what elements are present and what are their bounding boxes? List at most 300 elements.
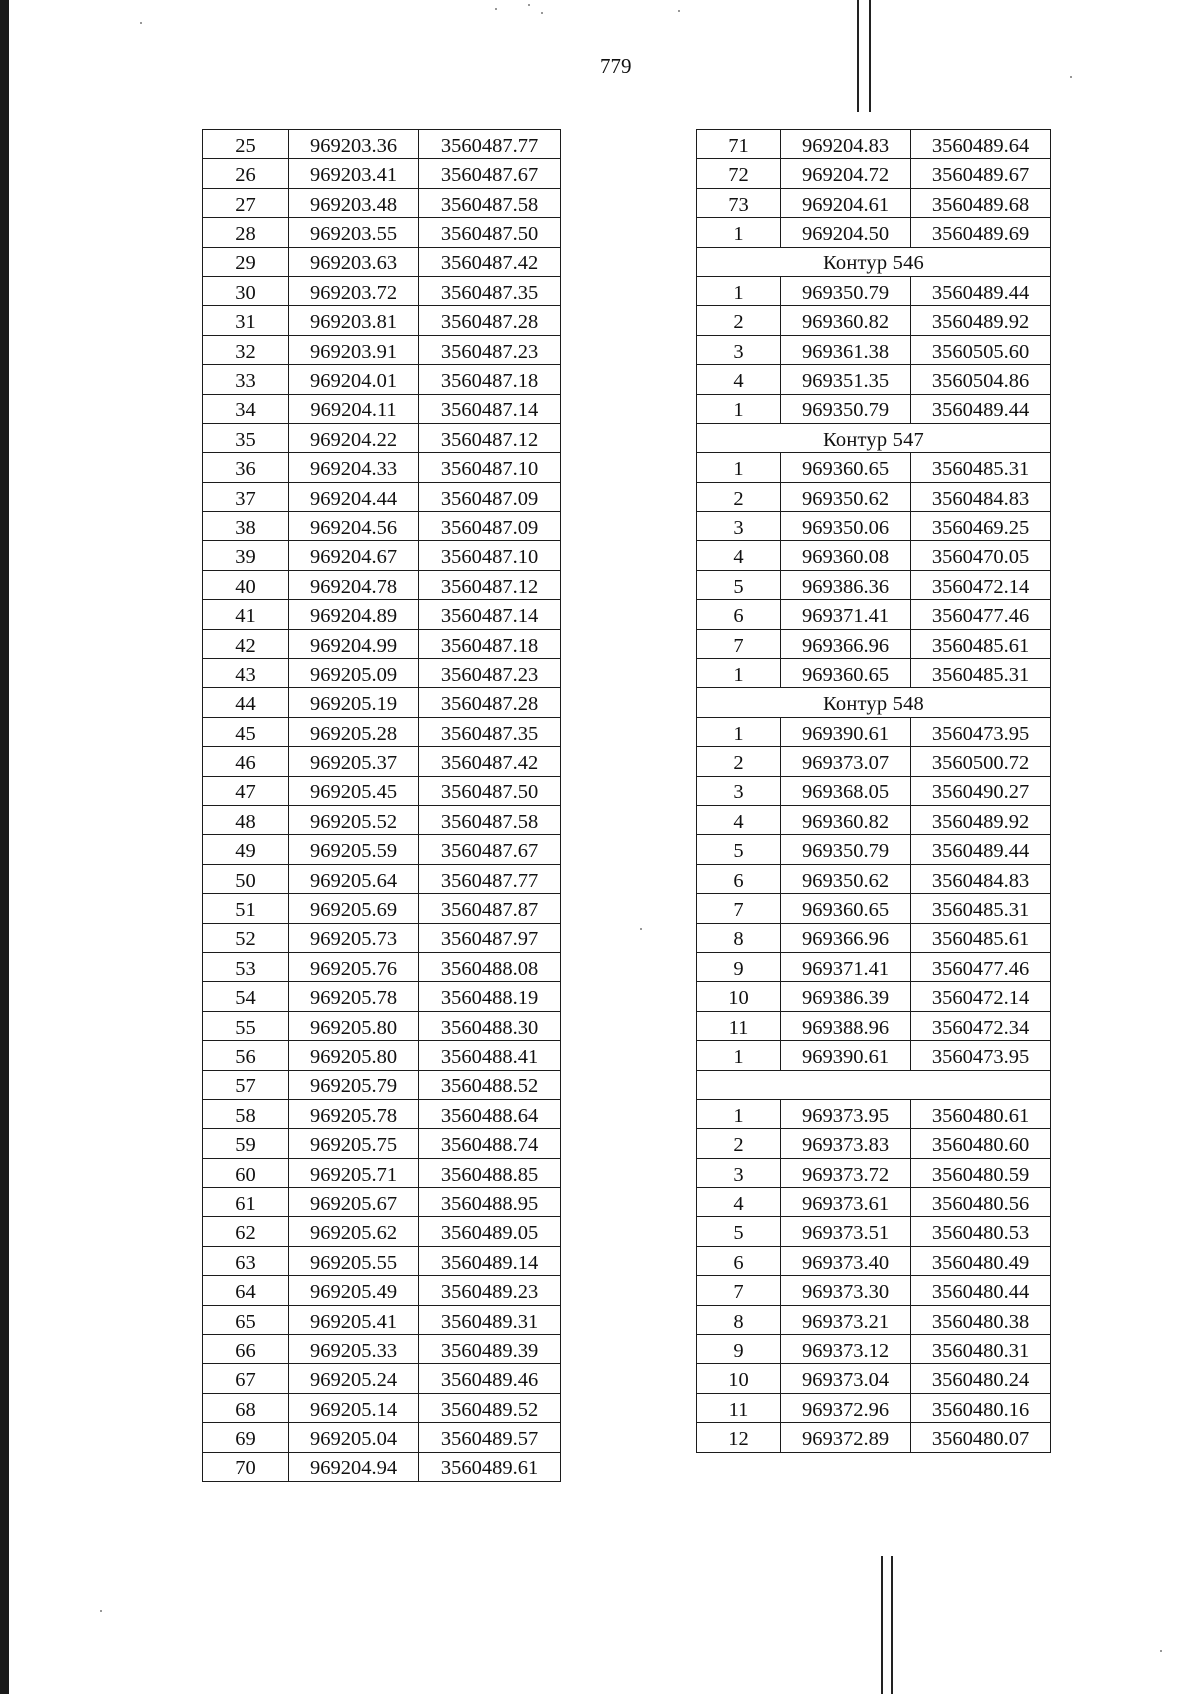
table-row: [203, 570, 561, 599]
table-row: [203, 1423, 561, 1452]
x-coordinate-cell: 969205.76: [289, 952, 419, 981]
point-number-cell: 59: [203, 1129, 289, 1158]
scan-speck: [100, 1610, 102, 1612]
point-number-cell: 3: [697, 1158, 781, 1187]
x-coordinate-cell: 969205.52: [289, 805, 419, 834]
y-coordinate-cell: 3560487.18: [419, 365, 561, 394]
point-number-cell: 2: [697, 482, 781, 511]
point-number-cell: 32: [203, 335, 289, 364]
point-number-cell: 12: [697, 1423, 781, 1452]
scan-speck: [1160, 1650, 1162, 1652]
x-coordinate-cell: 969205.73: [289, 923, 419, 952]
x-coordinate-cell: 969204.01: [289, 365, 419, 394]
y-coordinate-cell: 3560480.24: [911, 1364, 1051, 1393]
x-coordinate-cell: 969205.55: [289, 1246, 419, 1275]
table-row: [697, 1364, 1051, 1393]
y-coordinate-cell: 3560487.50: [419, 218, 561, 247]
table-row: [203, 629, 561, 658]
table-row: [697, 188, 1051, 217]
point-number-cell: 8: [697, 1305, 781, 1334]
x-coordinate-cell: 969386.36: [781, 570, 911, 599]
section-heading-row: [697, 688, 1051, 717]
point-number-cell: 28: [203, 218, 289, 247]
point-number-cell: 63: [203, 1246, 289, 1275]
scan-rule-top-left: [857, 0, 859, 112]
point-number-cell: 1: [697, 717, 781, 746]
table-row: [203, 952, 561, 981]
table-row: [697, 805, 1051, 834]
x-coordinate-cell: 969205.78: [289, 1099, 419, 1128]
x-coordinate-cell: 969205.45: [289, 776, 419, 805]
y-coordinate-cell: 3560489.31: [419, 1305, 561, 1334]
y-coordinate-cell: 3560480.44: [911, 1276, 1051, 1305]
point-number-cell: 4: [697, 805, 781, 834]
point-number-cell: 31: [203, 306, 289, 335]
table-row: [697, 335, 1051, 364]
x-coordinate-cell: 969205.64: [289, 864, 419, 893]
point-number-cell: 3: [697, 512, 781, 541]
table-row: [697, 453, 1051, 482]
scan-speck: [541, 12, 543, 14]
x-coordinate-cell: 969373.95: [781, 1099, 911, 1128]
y-coordinate-cell: 3560487.14: [419, 394, 561, 423]
scan-speck: [140, 22, 142, 24]
table-row: [203, 805, 561, 834]
x-coordinate-cell: 969205.79: [289, 1070, 419, 1099]
y-coordinate-cell: 3560485.31: [911, 453, 1051, 482]
table-row: [697, 365, 1051, 394]
table-row: [697, 130, 1051, 159]
scan-speck: [1070, 76, 1072, 78]
y-coordinate-cell: 3560480.16: [911, 1393, 1051, 1422]
table-row: [697, 776, 1051, 805]
point-number-cell: 4: [697, 541, 781, 570]
y-coordinate-cell: 3560489.23: [419, 1276, 561, 1305]
point-number-cell: 50: [203, 864, 289, 893]
point-number-cell: 25: [203, 130, 289, 159]
table-row: [697, 1158, 1051, 1187]
coordinates-table-left: [202, 129, 561, 1482]
y-coordinate-cell: 3560488.74: [419, 1129, 561, 1158]
point-number-cell: 65: [203, 1305, 289, 1334]
point-number-cell: 34: [203, 394, 289, 423]
scan-speck: [528, 4, 530, 6]
x-coordinate-cell: 969205.24: [289, 1364, 419, 1393]
point-number-cell: 1: [697, 659, 781, 688]
y-coordinate-cell: 3560504.86: [911, 365, 1051, 394]
x-coordinate-cell: 969204.11: [289, 394, 419, 423]
y-coordinate-cell: 3560488.95: [419, 1188, 561, 1217]
point-number-cell: 7: [697, 629, 781, 658]
table-row: [697, 1276, 1051, 1305]
point-number-cell: 2: [697, 1129, 781, 1158]
table-row: [203, 247, 561, 276]
table-row: [203, 423, 561, 452]
x-coordinate-cell: 969205.19: [289, 688, 419, 717]
point-number-cell: 51: [203, 894, 289, 923]
y-coordinate-cell: 3560489.64: [911, 130, 1051, 159]
y-coordinate-cell: 3560487.23: [419, 659, 561, 688]
y-coordinate-cell: 3560480.60: [911, 1129, 1051, 1158]
x-coordinate-cell: 969205.78: [289, 982, 419, 1011]
point-number-cell: 1: [697, 1099, 781, 1128]
y-coordinate-cell: 3560487.10: [419, 453, 561, 482]
x-coordinate-cell: 969204.50: [781, 218, 911, 247]
y-coordinate-cell: 3560487.12: [419, 570, 561, 599]
y-coordinate-cell: 3560488.08: [419, 952, 561, 981]
x-coordinate-cell: 969205.75: [289, 1129, 419, 1158]
point-number-cell: 10: [697, 982, 781, 1011]
point-number-cell: 11: [697, 1393, 781, 1422]
scan-edge-bar: [0, 0, 9, 1694]
table-row: [203, 159, 561, 188]
table-row: [203, 1246, 561, 1275]
x-coordinate-cell: 969204.22: [289, 423, 419, 452]
contour-heading: Контур 547: [697, 423, 1051, 452]
x-coordinate-cell: 969204.67: [289, 541, 419, 570]
table-row: [697, 512, 1051, 541]
x-coordinate-cell: 969204.94: [289, 1452, 419, 1481]
point-number-cell: 73: [697, 188, 781, 217]
x-coordinate-cell: 969205.67: [289, 1188, 419, 1217]
point-number-cell: 2: [697, 747, 781, 776]
x-coordinate-cell: 969204.44: [289, 482, 419, 511]
y-coordinate-cell: 3560487.58: [419, 188, 561, 217]
table-row: [203, 365, 561, 394]
x-coordinate-cell: 969204.99: [289, 629, 419, 658]
y-coordinate-cell: 3560488.52: [419, 1070, 561, 1099]
point-number-cell: 47: [203, 776, 289, 805]
y-coordinate-cell: 3560505.60: [911, 335, 1051, 364]
table-row: [203, 1129, 561, 1158]
table-row: [697, 394, 1051, 423]
table-row: [203, 130, 561, 159]
table-row: [697, 1099, 1051, 1128]
point-number-cell: 40: [203, 570, 289, 599]
x-coordinate-cell: 969388.96: [781, 1011, 911, 1040]
table-row: [203, 1276, 561, 1305]
y-coordinate-cell: 3560484.83: [911, 482, 1051, 511]
point-number-cell: 68: [203, 1393, 289, 1422]
table-row: [203, 394, 561, 423]
table-row: [203, 1070, 561, 1099]
point-number-cell: 2: [697, 306, 781, 335]
point-number-cell: 48: [203, 805, 289, 834]
table-row: [697, 659, 1051, 688]
table-row: [203, 188, 561, 217]
x-coordinate-cell: 969372.96: [781, 1393, 911, 1422]
y-coordinate-cell: 3560487.42: [419, 247, 561, 276]
point-number-cell: 39: [203, 541, 289, 570]
table-row: [203, 600, 561, 629]
y-coordinate-cell: 3560487.18: [419, 629, 561, 658]
x-coordinate-cell: 969205.37: [289, 747, 419, 776]
table-row: [697, 923, 1051, 952]
y-coordinate-cell: 3560487.28: [419, 688, 561, 717]
x-coordinate-cell: 969360.65: [781, 659, 911, 688]
y-coordinate-cell: 3560487.58: [419, 805, 561, 834]
point-number-cell: 7: [697, 894, 781, 923]
y-coordinate-cell: 3560484.83: [911, 864, 1051, 893]
table-row: [697, 1129, 1051, 1158]
table-row: [697, 1393, 1051, 1422]
table-row: [697, 894, 1051, 923]
scan-speck: [640, 928, 642, 930]
y-coordinate-cell: 3560488.41: [419, 1041, 561, 1070]
x-coordinate-cell: 969371.41: [781, 952, 911, 981]
table-row: [203, 776, 561, 805]
x-coordinate-cell: 969203.55: [289, 218, 419, 247]
point-number-cell: 35: [203, 423, 289, 452]
x-coordinate-cell: 969203.91: [289, 335, 419, 364]
table-row: [697, 835, 1051, 864]
y-coordinate-cell: 3560487.67: [419, 835, 561, 864]
table-row: [697, 541, 1051, 570]
point-number-cell: 4: [697, 365, 781, 394]
point-number-cell: 52: [203, 923, 289, 952]
point-number-cell: 29: [203, 247, 289, 276]
x-coordinate-cell: 969373.04: [781, 1364, 911, 1393]
table-row: [203, 541, 561, 570]
x-coordinate-cell: 969361.38: [781, 335, 911, 364]
table-row: [697, 1011, 1051, 1040]
y-coordinate-cell: 3560485.31: [911, 659, 1051, 688]
x-coordinate-cell: 969373.72: [781, 1158, 911, 1187]
y-coordinate-cell: 3560487.67: [419, 159, 561, 188]
y-coordinate-cell: 3560469.25: [911, 512, 1051, 541]
y-coordinate-cell: 3560489.14: [419, 1246, 561, 1275]
point-number-cell: 38: [203, 512, 289, 541]
x-coordinate-cell: 969390.61: [781, 1041, 911, 1070]
table-row: [697, 1423, 1051, 1452]
scan-speck: [495, 8, 497, 10]
scan-rule-bottom-left: [881, 1556, 883, 1694]
table-row: [697, 1188, 1051, 1217]
point-number-cell: 1: [697, 218, 781, 247]
table-row: [697, 747, 1051, 776]
y-coordinate-cell: 3560480.61: [911, 1099, 1051, 1128]
x-coordinate-cell: 969350.06: [781, 512, 911, 541]
x-coordinate-cell: 969205.49: [289, 1276, 419, 1305]
y-coordinate-cell: 3560487.35: [419, 276, 561, 305]
x-coordinate-cell: 969390.61: [781, 717, 911, 746]
y-coordinate-cell: 3560480.59: [911, 1158, 1051, 1187]
x-coordinate-cell: 969204.61: [781, 188, 911, 217]
point-number-cell: 3: [697, 776, 781, 805]
x-coordinate-cell: 969371.41: [781, 600, 911, 629]
y-coordinate-cell: 3560485.61: [911, 923, 1051, 952]
x-coordinate-cell: 969204.56: [289, 512, 419, 541]
y-coordinate-cell: 3560489.44: [911, 835, 1051, 864]
x-coordinate-cell: 969350.79: [781, 394, 911, 423]
y-coordinate-cell: 3560472.34: [911, 1011, 1051, 1040]
section-heading-row: [697, 1070, 1051, 1099]
x-coordinate-cell: 969205.80: [289, 1011, 419, 1040]
point-number-cell: 7: [697, 1276, 781, 1305]
point-number-cell: 9: [697, 1335, 781, 1364]
table-row: [203, 717, 561, 746]
point-number-cell: 46: [203, 747, 289, 776]
x-coordinate-cell: 969350.62: [781, 482, 911, 511]
point-number-cell: 67: [203, 1364, 289, 1393]
x-coordinate-cell: 969205.41: [289, 1305, 419, 1334]
point-number-cell: 54: [203, 982, 289, 1011]
point-number-cell: 1: [697, 394, 781, 423]
y-coordinate-cell: 3560472.14: [911, 982, 1051, 1011]
y-coordinate-cell: 3560488.85: [419, 1158, 561, 1187]
coordinates-table-right: [696, 129, 1051, 1453]
x-coordinate-cell: 969204.89: [289, 600, 419, 629]
table-row: [203, 1452, 561, 1481]
y-coordinate-cell: 3560488.30: [419, 1011, 561, 1040]
point-number-cell: 64: [203, 1276, 289, 1305]
point-number-cell: 26: [203, 159, 289, 188]
y-coordinate-cell: 3560477.46: [911, 952, 1051, 981]
table-row: [697, 1246, 1051, 1275]
y-coordinate-cell: 3560473.95: [911, 1041, 1051, 1070]
y-coordinate-cell: 3560480.56: [911, 1188, 1051, 1217]
x-coordinate-cell: 969205.33: [289, 1335, 419, 1364]
y-coordinate-cell: 3560472.14: [911, 570, 1051, 599]
y-coordinate-cell: 3560480.07: [911, 1423, 1051, 1452]
table-row: [697, 218, 1051, 247]
table-row: [203, 306, 561, 335]
y-coordinate-cell: 3560487.09: [419, 482, 561, 511]
y-coordinate-cell: 3560490.27: [911, 776, 1051, 805]
table-row: [203, 894, 561, 923]
x-coordinate-cell: 969203.63: [289, 247, 419, 276]
table-row: [697, 864, 1051, 893]
y-coordinate-cell: 3560487.87: [419, 894, 561, 923]
y-coordinate-cell: 3560487.09: [419, 512, 561, 541]
y-coordinate-cell: 3560489.69: [911, 218, 1051, 247]
x-coordinate-cell: 969204.72: [781, 159, 911, 188]
y-coordinate-cell: 3560485.31: [911, 894, 1051, 923]
x-coordinate-cell: 969203.41: [289, 159, 419, 188]
x-coordinate-cell: 969203.81: [289, 306, 419, 335]
point-number-cell: 5: [697, 570, 781, 599]
point-number-cell: 61: [203, 1188, 289, 1217]
y-coordinate-cell: 3560487.42: [419, 747, 561, 776]
table-row: [203, 1099, 561, 1128]
point-number-cell: 62: [203, 1217, 289, 1246]
point-number-cell: 1: [697, 453, 781, 482]
x-coordinate-cell: 969368.05: [781, 776, 911, 805]
y-coordinate-cell: 3560489.44: [911, 276, 1051, 305]
point-number-cell: 27: [203, 188, 289, 217]
point-number-cell: 55: [203, 1011, 289, 1040]
point-number-cell: 11: [697, 1011, 781, 1040]
x-coordinate-cell: 969373.61: [781, 1188, 911, 1217]
table-row: [203, 1188, 561, 1217]
y-coordinate-cell: 3560489.39: [419, 1335, 561, 1364]
table-row: [697, 276, 1051, 305]
y-coordinate-cell: 3560487.28: [419, 306, 561, 335]
point-number-cell: 37: [203, 482, 289, 511]
y-coordinate-cell: 3560487.10: [419, 541, 561, 570]
point-number-cell: 66: [203, 1335, 289, 1364]
x-coordinate-cell: 969360.65: [781, 453, 911, 482]
y-coordinate-cell: 3560500.72: [911, 747, 1051, 776]
scan-rule-bottom-right: [891, 1556, 893, 1694]
y-coordinate-cell: 3560489.46: [419, 1364, 561, 1393]
table-row: [203, 1158, 561, 1187]
point-number-cell: 49: [203, 835, 289, 864]
table-row: [697, 1305, 1051, 1334]
point-number-cell: 6: [697, 1246, 781, 1275]
x-coordinate-cell: 969351.35: [781, 365, 911, 394]
table-row: [697, 482, 1051, 511]
contour-heading: [697, 1070, 1051, 1099]
point-number-cell: 33: [203, 365, 289, 394]
y-coordinate-cell: 3560487.35: [419, 717, 561, 746]
y-coordinate-cell: 3560488.64: [419, 1099, 561, 1128]
table-row: [697, 306, 1051, 335]
table-row: [203, 1305, 561, 1334]
point-number-cell: 71: [697, 130, 781, 159]
point-number-cell: 72: [697, 159, 781, 188]
x-coordinate-cell: 969205.04: [289, 1423, 419, 1452]
x-coordinate-cell: 969205.71: [289, 1158, 419, 1187]
y-coordinate-cell: 3560489.67: [911, 159, 1051, 188]
table-row: [697, 629, 1051, 658]
y-coordinate-cell: 3560487.14: [419, 600, 561, 629]
table-row: [203, 1217, 561, 1246]
y-coordinate-cell: 3560477.46: [911, 600, 1051, 629]
x-coordinate-cell: 969204.83: [781, 130, 911, 159]
x-coordinate-cell: 969205.59: [289, 835, 419, 864]
y-coordinate-cell: 3560480.38: [911, 1305, 1051, 1334]
table-row: [697, 159, 1051, 188]
point-number-cell: 69: [203, 1423, 289, 1452]
table-row: [697, 570, 1051, 599]
x-coordinate-cell: 969350.62: [781, 864, 911, 893]
y-coordinate-cell: 3560487.77: [419, 864, 561, 893]
x-coordinate-cell: 969350.79: [781, 835, 911, 864]
table-row: [203, 1041, 561, 1070]
table-row: [203, 688, 561, 717]
x-coordinate-cell: 969204.78: [289, 570, 419, 599]
x-coordinate-cell: 969203.48: [289, 188, 419, 217]
x-coordinate-cell: 969372.89: [781, 1423, 911, 1452]
x-coordinate-cell: 969373.21: [781, 1305, 911, 1334]
y-coordinate-cell: 3560488.19: [419, 982, 561, 1011]
contour-heading: Контур 548: [697, 688, 1051, 717]
table-row: [697, 600, 1051, 629]
y-coordinate-cell: 3560489.92: [911, 805, 1051, 834]
table-row: [203, 923, 561, 952]
x-coordinate-cell: 969360.82: [781, 805, 911, 834]
point-number-cell: 6: [697, 864, 781, 893]
point-number-cell: 6: [697, 600, 781, 629]
y-coordinate-cell: 3560473.95: [911, 717, 1051, 746]
point-number-cell: 45: [203, 717, 289, 746]
point-number-cell: 41: [203, 600, 289, 629]
x-coordinate-cell: 969373.30: [781, 1276, 911, 1305]
x-coordinate-cell: 969205.09: [289, 659, 419, 688]
table-row: [203, 1335, 561, 1364]
table-row: [203, 218, 561, 247]
point-number-cell: 10: [697, 1364, 781, 1393]
point-number-cell: 5: [697, 1217, 781, 1246]
y-coordinate-cell: 3560489.05: [419, 1217, 561, 1246]
table-row: [697, 952, 1051, 981]
point-number-cell: 9: [697, 952, 781, 981]
y-coordinate-cell: 3560489.52: [419, 1393, 561, 1422]
y-coordinate-cell: 3560487.50: [419, 776, 561, 805]
point-number-cell: 1: [697, 276, 781, 305]
y-coordinate-cell: 3560480.49: [911, 1246, 1051, 1275]
